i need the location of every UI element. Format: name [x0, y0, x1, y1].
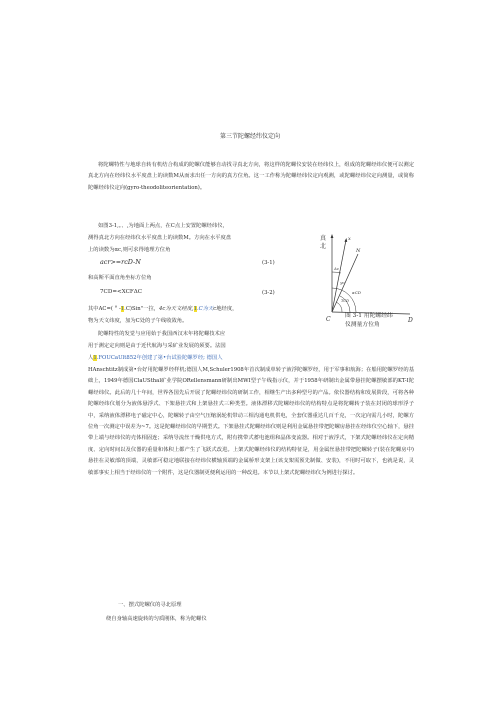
history-paragraph: HAnschtitz制成第•台好用陀螺罗经样机;德国人M,Schuler1908年首次制成单转子液浮陀螺罗经，用于军事和航海；在船用陀螺罗经的基础上，1949年德国ClaUSthal矿业学院ORellensmann研制出MWI型子午线指示仪，并于1958年研制出金属带悬挂陀螺摆敏部的KT-I陀螺经纬仪。此后的几十年间，世界各国先后开展了陀螺经纬仪的研制工作，相继生产出多种型号的产品。依仪器结构和发展阶段，可将各种陀螺经纬仪划分为液体悬浮式、下架悬挂式和上架悬挂式三种类型。液体漂移式陀螺经纬仪的结构特点是将陀螺转子装在封闭的球形浮子中，采纳液体漂移电子磁定中心，陀螺转子由空气压缩涡轮机带动三相沟通电机供电，全套仪器重达几百千克，一次定向需几小时，陀螺方位角一次测定中误差为~7。这是陀螺经纬仪的早期型式。下架悬挂式陀螺经纬仪则是利用金属悬挂带把陀螺房悬挂在经纬仪空心轴下，悬挂带上端与经纬仪的壳体相固连；采纳导流丝干燥供电方式，附有携带式蓄电池组和晶体变流器。相对于液浮式，下架式陀螺经纬仪在定向精度、定向时间以及仪器的重量和体积上都产生了飞跃式改进。上架式陀螺经纬仪的结构特征是，用金属丝悬挂带把陀螺转子(装在陀螺房中)悬挂在灵敏部的顶端，灵敏部可稳定地联接在经纬仪横轴顶端的金属桥形支架上(该支架需预先制做、安装)，不用时可取下，也就是说，灵敏部事实上相当于经纬仪的一个附件，这是仪器制更便利运用的一种改进。本节以上架式陀螺经纬仪为例进行探讨。: [88, 367, 414, 476]
italic-span: 4c为天文经度,: [159, 306, 194, 312]
label-c: C: [326, 316, 331, 323]
text-span: .FOUCaUlt852年创建了第•台试验陀螺罗经; 德国人: [96, 355, 223, 361]
equation-number-3-1: (3-1): [262, 260, 275, 266]
label-true-north-2: 北: [320, 243, 327, 250]
para3-line-2: 用于测定定向则是由于近代航海与采矿业发展的须要。法国: [88, 343, 226, 349]
text-span: 人: [88, 355, 94, 361]
label-d: D: [408, 317, 413, 324]
line-after-formula-1: 和高斯平面直角坐标方位角: [88, 275, 152, 281]
para2-line-3: 上的读数为αc,则可求得地理方位角: [88, 247, 171, 253]
label-tcd: TCD: [341, 299, 350, 303]
section-heading: 一、摆式陀螺仪的寻北原理: [118, 602, 182, 608]
line-after-formula-2b: 物为天文纬度，加为C处的子午线收敛角。: [88, 318, 188, 324]
arrow-icon: [331, 234, 334, 238]
arc-t: [336, 302, 342, 312]
label-x: x: [348, 236, 351, 242]
equation-number-3-2: (3-2): [262, 290, 275, 296]
label-n: N: [356, 248, 361, 254]
formula-3-1: acr>=rcD-N: [100, 258, 141, 266]
text-span: .C)Sin"一拉，: [124, 306, 160, 312]
section-title: 第三节陀螺经纬仪定向: [219, 133, 280, 140]
text-span: 其中AC=( ° -: [88, 306, 121, 312]
label-gamma: γc: [340, 280, 345, 285]
label-acd: αCD: [352, 290, 361, 295]
n-direction-line: [332, 254, 358, 312]
orientation-diagram: [300, 232, 422, 324]
label-delta: Δc: [334, 266, 340, 271]
figure-3-1: [300, 232, 422, 324]
para3-line-3: [88, 353, 223, 364]
para3-line-1: 陀螺特性的发觉与应用始于我国西汉末年将陀螺技术应: [98, 331, 226, 337]
caption-line-1: 图 3-1 用陀螺经纬: [345, 313, 393, 319]
label-true-north: 真: [320, 235, 327, 242]
text-span: 地经度，: [216, 306, 238, 312]
figure-caption: [345, 312, 393, 330]
line-after-formula-2: [88, 304, 237, 315]
highlight-span: 1: [93, 355, 97, 361]
caption-line-2: 仪测量方位角: [345, 322, 380, 328]
para2-line-2: 测得真北方向在经纬仪水平度盘上的读数M。方向在水平度盘: [88, 235, 232, 241]
arrow-icon: [344, 238, 347, 242]
formula-3-2: 7CD=<XCFΔC: [100, 289, 143, 295]
highlight-span: 1: [193, 306, 197, 312]
intro-paragraph: 将陀螺特性与地球自转有机结合构成的陀螺仪能够自动找寻真北方向，将这样的陀螺仪安装在经纬仪上，组成的陀螺经纬仪便可以测定真北方向在经纬仪水平度盘上的读数M从而求出任一方向的真方位角。这一工作称为陀螺经纬仪定向观测，或陀螺经纬仪定向测量，或简称陀螺经纬仪定向(gyro-theodoliteorientation)。: [88, 162, 414, 191]
italic-span: c: [213, 306, 217, 312]
section-first-line: 绕自身轴高速旋转的匀质刚体，称为陀螺仪: [106, 616, 207, 622]
italic-span: .C为天: [196, 306, 214, 312]
para2-line-1: 如图3-1,。、,为地面上两点，在C点上安置陀螺经纬仪，: [98, 223, 228, 229]
highlight-span: 1: [120, 306, 125, 312]
